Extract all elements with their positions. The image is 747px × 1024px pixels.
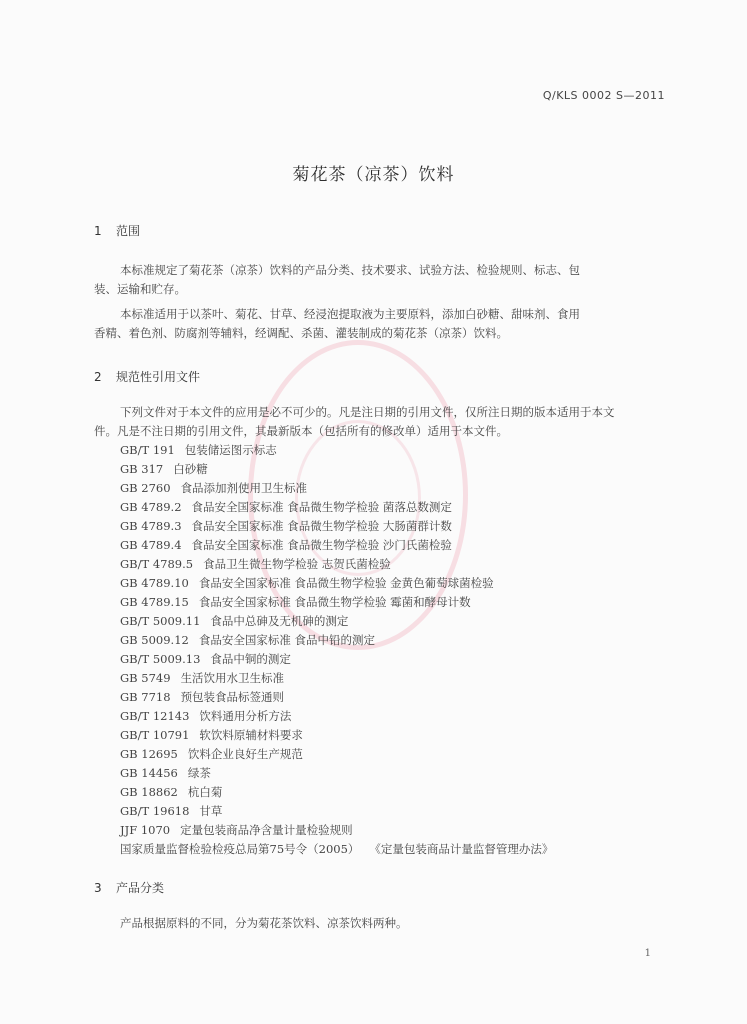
section-number: 2: [94, 370, 102, 384]
section-2-intro: [94, 403, 666, 441]
reference-item: [120, 821, 553, 840]
normative-reference-list: [120, 441, 553, 859]
reference-title: 生活饮用水卫生标准: [180, 671, 285, 685]
reference-code: GB/T 12143: [120, 709, 190, 723]
paragraph-line: 本标准适用于以茶叶、菊花、甘草、经浸泡提取液为主要原料，添加白砂糖、甜味剂、食用: [120, 307, 580, 321]
reference-item: [120, 612, 553, 631]
reference-item: [120, 460, 553, 479]
reference-code: GB 4789.2: [120, 500, 182, 514]
reference-title: 甘草: [199, 804, 223, 818]
reference-code: GB/T 191: [120, 443, 175, 457]
standard-code: Q/KLS 0002 S—2011: [542, 89, 665, 102]
document-title: 菊花茶（凉茶）饮料: [292, 165, 455, 185]
reference-code: GB/T 5009.11: [120, 614, 201, 628]
reference-item: [120, 593, 553, 612]
reference-title: 饮料通用分析方法: [199, 709, 292, 723]
reference-item: [120, 631, 553, 650]
reference-code: GB 4789.15: [120, 595, 189, 609]
reference-item: [120, 707, 553, 726]
reference-item: [120, 555, 553, 574]
paragraph-line: 装、运输和贮存。: [94, 282, 186, 296]
reference-code: GB 4789.4: [120, 538, 182, 552]
reference-item: [120, 650, 553, 669]
reference-title: 杭白菊: [187, 785, 223, 799]
reference-code: GB 317: [120, 462, 164, 476]
reference-title: 食品中总砷及无机砷的测定: [210, 614, 349, 628]
section-title: 产品分类: [116, 881, 165, 895]
page-number: 1: [644, 948, 651, 959]
reference-title: 食品中铜的测定: [210, 652, 291, 666]
reference-title: 食品安全国家标准 食品中铅的测定: [198, 633, 376, 647]
reference-title: 食品安全国家标准 食品微生物学检验 霉菌和酵母计数: [198, 595, 471, 609]
section-3-paragraph: [94, 914, 666, 933]
reference-title: 食品安全国家标准 食品微生物学检验 大肠菌群计数: [191, 519, 452, 533]
paragraph-line: 本标准规定了菊花茶（凉茶）饮料的产品分类、技术要求、试验方法、检验规则、标志、包: [120, 263, 580, 277]
reference-code: GB 7718: [120, 690, 171, 704]
reference-title: 预包装食品标签通则: [180, 690, 285, 704]
reference-item: [120, 688, 553, 707]
reference-title: 定量包装商品净含量计量检验规则: [180, 823, 353, 837]
section-number: 3: [94, 881, 102, 895]
reference-code: 国家质量监督检验检疫总局第75号令（2005）: [120, 842, 360, 856]
reference-item: [120, 745, 553, 764]
section-number: 1: [94, 224, 102, 238]
section-title: 范围: [116, 224, 141, 238]
section-1-paragraph-1: [94, 261, 666, 299]
reference-code: GB 4789.3: [120, 519, 182, 533]
reference-code: GB/T 5009.13: [120, 652, 201, 666]
reference-item: [120, 479, 553, 498]
reference-code: GB 4789.10: [120, 576, 189, 590]
reference-title: 包装储运图示标志: [184, 443, 277, 457]
reference-code: GB 2760: [120, 481, 171, 495]
reference-item: [120, 517, 553, 536]
reference-code: GB 5749: [120, 671, 171, 685]
reference-code: JJF 1070: [120, 823, 171, 837]
paragraph-line: 下列文件对于本文件的应用是必不可少的。凡是注日期的引用文件，仅所注日期的版本适用于本文: [120, 405, 615, 419]
reference-code: GB 5009.12: [120, 633, 189, 647]
reference-item: [120, 840, 553, 859]
section-1-paragraph-2: [94, 305, 666, 343]
reference-code: GB/T 19618: [120, 804, 190, 818]
reference-code: GB 14456: [120, 766, 178, 780]
reference-title: 食品安全国家标准 食品微生物学检验 金黄色葡萄球菌检验: [198, 576, 494, 590]
paragraph-line: 产品根据原料的不同，分为菊花茶饮料、凉茶饮料两种。: [120, 916, 408, 930]
reference-item: [120, 764, 553, 783]
reference-item: [120, 498, 553, 517]
reference-title: 白砂糖: [173, 462, 208, 476]
reference-code: GB/T 4789.5: [120, 557, 194, 571]
section-1-heading: [94, 222, 140, 239]
paragraph-line: 件。凡是不注日期的引用文件，其最新版本（包括所有的修改单）适用于本文件。: [94, 424, 508, 438]
reference-code: GB 18862: [120, 785, 178, 799]
reference-title: 绿茶: [187, 766, 211, 780]
reference-code: GB 12695: [120, 747, 178, 761]
reference-title: 食品卫生微生物学检验 志贺氏菌检验: [203, 557, 391, 571]
reference-item: [120, 802, 553, 821]
section-title: 规范性引用文件: [116, 370, 201, 384]
reference-title: 食品安全国家标准 食品微生物学检验 菌落总数测定: [191, 500, 452, 514]
reference-item: [120, 441, 553, 460]
reference-item: [120, 783, 553, 802]
section-3-heading: [94, 879, 164, 896]
reference-code: GB/T 10791: [120, 728, 190, 742]
reference-title: 食品安全国家标准 食品微生物学检验 沙门氏菌检验: [191, 538, 452, 552]
reference-title: 《定量包装商品计量监督管理办法》: [369, 842, 554, 856]
reference-item: [120, 669, 553, 688]
reference-title: 软饮料原辅材料要求: [199, 728, 303, 742]
reference-item: [120, 536, 553, 555]
paragraph-line: 香精、着色剂、防腐剂等辅料，经调配、杀菌、灌装制成的菊花茶（凉茶）饮料。: [94, 326, 508, 340]
section-2-heading: [94, 368, 200, 385]
reference-item: [120, 726, 553, 745]
reference-title: 饮料企业良好生产规范: [187, 747, 303, 761]
reference-title: 食品添加剂使用卫生标准: [180, 481, 308, 495]
reference-item: [120, 574, 553, 593]
